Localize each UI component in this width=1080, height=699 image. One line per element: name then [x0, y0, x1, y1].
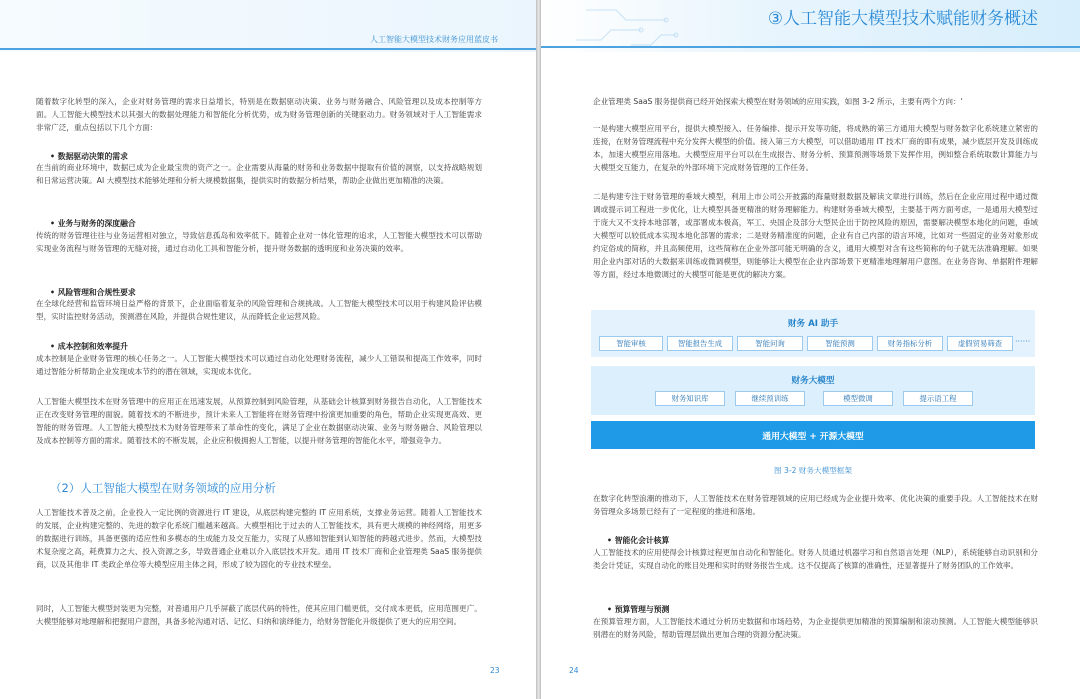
- section-heading: （2）人工智能大模型在财务领域的应用分析: [50, 481, 276, 495]
- layer-title: 财务大模型: [791, 376, 835, 386]
- layer-finance-model: [591, 366, 1035, 415]
- bullet-text: 人工智能技术的应用使得会计核算过程更加自动化和智能化。财务人员通过机器学习和自然语言处理（NLP），系统能够自动识别和分类会计凭证，实现自动化的账目处理和实时的财务报告生成。这不仅提高了核算的准确性，还显著提升了财务团队的工作效率。: [593, 548, 1038, 570]
- left-page: [0, 0, 536, 699]
- layer-item: 虚假贸易筛查: [947, 336, 1013, 351]
- bullet-title: • 业务与财务的深度融合: [50, 219, 136, 228]
- chapter-title: ③人工智能大模型技术赋能财务概述: [767, 9, 1038, 29]
- direction-paragraph: 一是构建大模型应用平台，提供大模型接入、任务编排、提示开发等功能，将成熟的第三方通用大模型与财务数字化系统建立紧密的连接，在财务管理流程中充分发挥大模型的价值。接入第三方大模型，可以借助通用 IT 技术厂商的即有成果，减少底层开发及训练成本，加速大模型应用落地。大模型应用平台可以在生成报告、财务分析、预算预测等场景下发挥作用，例如整合系统取数计算能力与大模型交互能力，在复杂的外部环境下完成财务管理的工作任务。: [593, 124, 1038, 172]
- page-number: 23: [490, 666, 500, 675]
- bullet-title: • 风险管理和合规性要求: [50, 288, 136, 297]
- layer-item: 智能预测: [807, 336, 873, 351]
- layer-general-model: [591, 421, 1035, 449]
- layer-title: 通用大模型 + 开源大模型: [762, 432, 864, 442]
- layer-item: 提示语工程: [903, 391, 973, 406]
- bullet-title: • 预算管理与预测: [607, 605, 670, 614]
- layer-ai-assistant: [591, 310, 1035, 357]
- layer-item: 智能报告生成: [667, 336, 733, 351]
- bullet-text: 在当前的商业环境中，数据已成为企业最宝贵的资产之一。企业需要从海量的财务和业务数据中提取有价值的洞察，以支持战略规划和日常运营决策。AI 大模型技术能够处理和分析大规模数据集，提供实时的数据分析结果，帮助企业做出更加精准的决策。: [36, 163, 482, 185]
- layer-item: 智能审核: [599, 336, 663, 351]
- bullet-title: • 智能化会计核算: [607, 536, 670, 545]
- left-running-header: 人工智能大模型技术财务应用蓝皮书: [370, 35, 498, 44]
- intro-paragraph: 随着数字化转型的深入，企业对财务管理的需求日益增长，特别是在数据驱动决策、业务与财务融合、风险管理以及成本控制等方面。人工智能大模型技术以其强大的数据处理能力和智能化分析优势，成为财务管理创新的关键驱动力。财务领域对于人工智能需求非常广泛，重点包括以下几个方面：: [36, 97, 482, 132]
- bullet-text: 传统的财务管理往往与业务运营相对独立，导致信息孤岛和效率低下。随着企业对一体化管理的追求，人工智能大模型技术可以帮助实现业务流程与财务管理的无缝对接，通过自动化工具和智能分析，提升财务数据的透明度和业务决策的效率。: [36, 231, 482, 253]
- layer-item: 财务知识库: [655, 391, 725, 406]
- layer-item: 模型微调: [823, 391, 893, 406]
- more-indicator: ······: [1015, 337, 1031, 346]
- page-number: 24: [569, 666, 579, 675]
- intro-paragraph: 企业管理类 SaaS 服务提供商已经开始探索大模型在财务领域的应用实践，如图 3-2 所示，主要有两个方向：‘: [593, 97, 963, 106]
- bullet-title: • 成本控制和效率提升: [50, 342, 128, 351]
- direction-paragraph: 二是构建专注于财务管理的垂域大模型，利用上市公司公开披露的海量财报数据及解读文章进行训练，然后在企业应用过程中通过微调或提示词工程进一步优化，让大模型具备更精准的财务理解能力。构建财务垂域大模型，主要基于两方面考虑，一是通用大模型过于庞大又不支持本地部署，或部署成本极高，军工、央国企及部分大型民企出于防控风险的原因，需要解决模型本地化的问题，垂域大模型可以较低成本实现本地化部署的需求；二是财务精准度的问题，企业有自己内部的语言环境，比如对一些固定的业务对象形成约定俗成的简称，并且高频使用，这些简称在企业外部可能无明确的含义，通用大模型对含有这些简称的句子就无法准确理解。如果用企业内部对话的大数据来训练或微调模型，则能够让大模型在企业内部场景下更精准地理解用户意图。在业务咨询、单据附件理解等方面，经过本地微调过的大模型可能是更优的解决方案。: [593, 192, 1038, 279]
- right-header-rule: [541, 46, 1080, 48]
- right-page: [541, 0, 1080, 699]
- bullet-title: • 数据驱动决策的需求: [50, 152, 128, 161]
- left-header-rule: [0, 48, 536, 50]
- bullet-text: 在全球化经营和监管环境日益严格的背景下，企业面临着复杂的风险管理和合规挑战。人工智能大模型技术可以用于构建风险评估模型，实时监控财务活动，预测潜在风险，并提供合规性建议，从而降低企业运营风险。: [36, 299, 482, 321]
- circuit-decoration-icon: [571, 0, 681, 52]
- bullet-text: 在预算管理方面，人工智能技术通过分析历史数据和市场趋势，为企业提供更加精准的预算编制和滚动预测。人工智能大模型能够识别潜在的财务风险，帮助管理层做出更加合理的资源分配决策。: [593, 617, 1038, 639]
- bullet-text: 成本控制是企业财务管理的核心任务之一。人工智能大模型技术可以通过自动化处理财务流程，减少人工错误和提高工作效率，同时通过智能分析帮助企业发现成本节约的潜在领域，实现成本优化。: [36, 354, 482, 376]
- section-paragraph: 人工智能技术普及之前，企业投入一定比例的资源进行 IT 建设，从底层构建完整的 IT 应用系统，支撑业务运营。随着人工智能技术的发展，企业构建完整的、先进的数字化系统门槛越来越高。大模型相比于过去的人工智能技术，具有更大规模的神经网络，用更多的数据进行训练，具备更强的适应性和多模态的生成能力及交互能力，实现了从感知智能到认知智能的跨越式进步。然而，大模型技术复杂度之高，耗费算力之大、投入资源之多，导致普通企业难以介入底层技术开发。通用 IT 技术厂商和企业管理类 SaaS 服务提供商，以及其他非 IT 类政企单位等大模型应用主体之间，形成了较为固化的专业技术壁垒。: [36, 508, 482, 569]
- section-paragraph: 同时，人工智能大模型封装更为完整，对普通用户几乎屏蔽了底层代码的特性，使其应用门槛更低，交付成本更低，应用范围更广。大模型能够对地理解和把握用户意图，具备多轮沟通对话、记忆、归纳和演绎能力，给财务智能化升级提供了更大的应用空间。: [36, 604, 482, 626]
- summary-paragraph: 人工智能大模型技术在财务管理中的应用正在迅速发展，从预算控制到风险管理，从基础会计核算到财务报告自动化，人工智能技术正在改变财务管理的面貌。随着技术的不断进步，预计未来人工智能将在财务管理中扮演更加重要的角色，帮助企业实现更高效、更智能的财务管理。人工智能大模型技术为财务管理带来了革命性的变化，满足了企业在数据驱动决策、业务与财务融合、风险管理以及成本控制等方面的需求。随着技术的不断发展，企业应积极拥抱人工智能，以提升财务管理的智能化水平，增强竞争力。: [36, 397, 482, 445]
- figure-caption: 图 3-2 财务大模型框架: [774, 466, 852, 475]
- body-paragraph: 在数字化转型浪潮的推动下，人工智能技术在财务管理领域的应用已经成为企业提升效率、优化决策的重要手段。人工智能技术在财务管理众多场景已经有了一定程度的推进和落地。: [593, 494, 1038, 516]
- layer-title: 财务 AI 助手: [787, 319, 839, 329]
- layer-item: 财务指标分析: [877, 336, 943, 351]
- layer-item: 智能问询: [737, 336, 803, 351]
- layer-item: 继续预训练: [735, 391, 805, 406]
